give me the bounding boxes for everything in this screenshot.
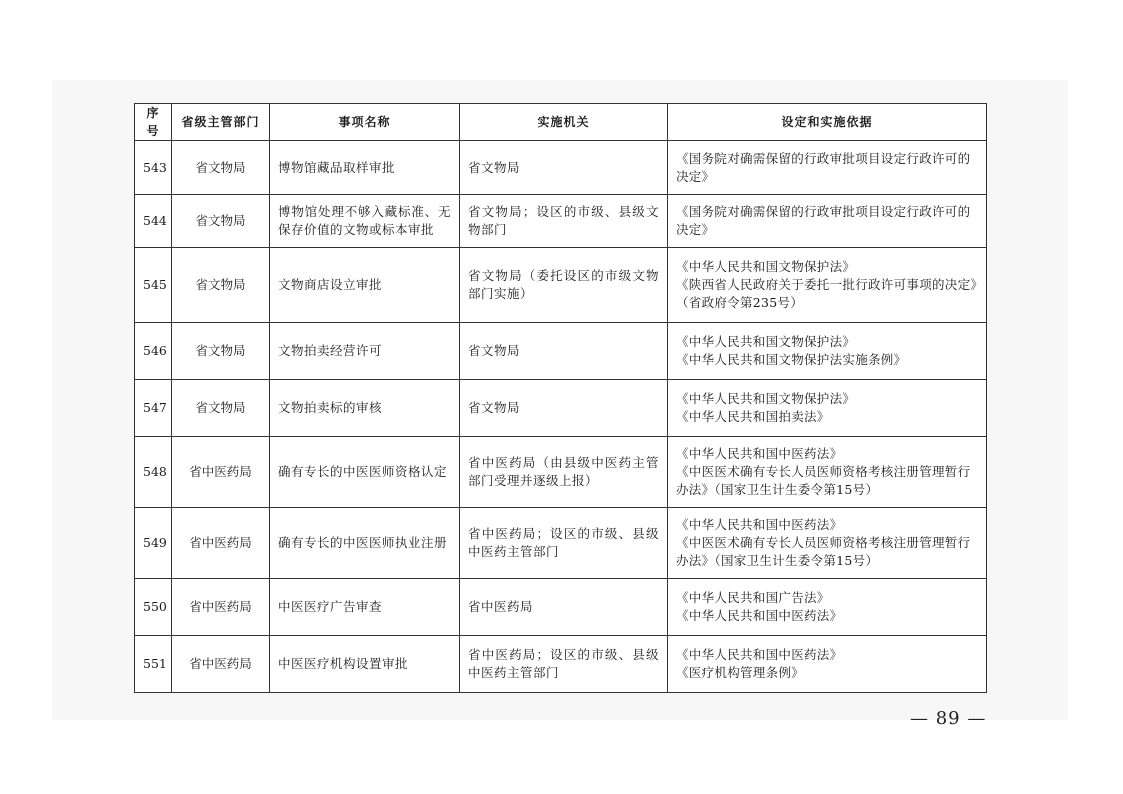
cell-seq: 547 — [135, 380, 172, 437]
header-org: 实施机关 — [460, 104, 668, 141]
cell-dept: 省中医药局 — [172, 636, 270, 693]
cell-item-name: 确有专长的中医医师执业注册 — [270, 508, 460, 579]
cell-seq: 543 — [135, 141, 172, 195]
cell-dept: 省中医药局 — [172, 508, 270, 579]
table-row — [135, 195, 987, 248]
legal-basis-line: 《陕西省人民政府关于委托一批行政许可事项的决定》（省政府令第235号） — [676, 277, 977, 310]
legal-basis-line: 《中华人民共和国文物保护法》 — [676, 391, 856, 406]
cell-item-name: 文物拍卖经营许可 — [270, 323, 460, 380]
table-row — [135, 323, 987, 380]
header-seq: 序号 — [135, 104, 172, 141]
cell-implementing-agency: 省中医药局；设区的市级、县级中医药主管部门 — [460, 636, 668, 693]
cell-item-name: 文物拍卖标的审核 — [270, 380, 460, 437]
cell-implementing-agency: 省文物局（委托设区的市级文物部门实施） — [460, 248, 668, 323]
cell-item-name: 中医医疗机构设置审批 — [270, 636, 460, 693]
cell-seq: 546 — [135, 323, 172, 380]
cell-implementing-agency: 省文物局 — [460, 380, 668, 437]
cell-seq: 548 — [135, 437, 172, 508]
table-row — [135, 636, 987, 693]
cell-implementing-agency: 省文物局 — [460, 323, 668, 380]
cell-implementing-agency: 省中医药局（由县级中医药主管部门受理并逐级上报） — [460, 437, 668, 508]
legal-basis-line: 《国务院对确需保留的行政审批项目设定行政许可的决定》 — [676, 150, 971, 184]
cell-legal-basis — [668, 579, 987, 636]
page-number: — 89 — — [910, 708, 987, 729]
cell-implementing-agency: 省文物局；设区的市级、县级文物部门 — [460, 195, 668, 248]
cell-legal-basis — [668, 248, 987, 323]
cell-legal-basis — [668, 141, 987, 195]
cell-implementing-agency: 省中医药局；设区的市级、县级中医药主管部门 — [460, 508, 668, 579]
legal-basis-line: 《医疗机构管理条例》 — [676, 665, 805, 680]
cell-dept: 省文物局 — [172, 380, 270, 437]
cell-seq: 544 — [135, 195, 172, 248]
cell-item-name: 博物馆处理不够入藏标准、无保存价值的文物或标本审批 — [270, 195, 460, 248]
legal-basis-line: 《中华人民共和国文物保护法》 — [676, 334, 856, 349]
cell-dept: 省文物局 — [172, 141, 270, 195]
cell-dept: 省文物局 — [172, 195, 270, 248]
legal-basis-line: 《中医医术确有专长人员医师资格考核注册管理暂行办法》（国家卫生计生委令第15号） — [676, 535, 971, 568]
cell-item-name: 中医医疗广告审查 — [270, 579, 460, 636]
cell-dept: 省文物局 — [172, 323, 270, 380]
cell-dept: 省文物局 — [172, 248, 270, 323]
cell-dept: 省中医药局 — [172, 579, 270, 636]
cell-legal-basis — [668, 380, 987, 437]
cell-legal-basis — [668, 508, 987, 579]
legal-basis-line: 《中华人民共和国文物保护法实施条例》 — [676, 352, 907, 367]
cell-legal-basis — [668, 437, 987, 508]
legal-basis-line: 《中华人民共和国广告法》 — [676, 590, 830, 605]
table-row — [135, 508, 987, 579]
table-row — [135, 248, 987, 323]
legal-basis-line: 《中华人民共和国中医药法》 — [676, 517, 843, 532]
legal-basis-line: 《中华人民共和国拍卖法》 — [676, 409, 830, 424]
header-dept: 省级主管部门 — [172, 104, 270, 141]
legal-basis-line: 《中华人民共和国中医药法》 — [676, 647, 843, 662]
cell-item-name: 确有专长的中医医师资格认定 — [270, 437, 460, 508]
table-row — [135, 437, 987, 508]
cell-item-name: 博物馆藏品取样审批 — [270, 141, 460, 195]
cell-item-name: 文物商店设立审批 — [270, 248, 460, 323]
cell-seq: 550 — [135, 579, 172, 636]
approval-items-table — [134, 103, 987, 693]
table-row — [135, 141, 987, 195]
table-row — [135, 579, 987, 636]
table-body — [135, 141, 987, 693]
legal-basis-line: 《中华人民共和国中医药法》 — [676, 446, 843, 461]
cell-implementing-agency: 省文物局 — [460, 141, 668, 195]
cell-seq: 551 — [135, 636, 172, 693]
legal-basis-line: 《中华人民共和国文物保护法》 — [676, 259, 856, 274]
legal-basis-line: 《中华人民共和国中医药法》 — [676, 608, 843, 623]
header-basis: 设定和实施依据 — [668, 104, 987, 141]
table-header-row — [135, 104, 987, 141]
cell-implementing-agency: 省中医药局 — [460, 579, 668, 636]
legal-basis-line: 《国务院对确需保留的行政审批项目设定行政许可的决定》 — [676, 204, 971, 237]
table-row — [135, 380, 987, 437]
header-name: 事项名称 — [270, 104, 460, 141]
cell-legal-basis — [668, 195, 987, 248]
cell-dept: 省中医药局 — [172, 437, 270, 508]
legal-basis-line: 《中医医术确有专长人员医师资格考核注册管理暂行办法》（国家卫生计生委令第15号） — [676, 464, 971, 497]
cell-legal-basis — [668, 636, 987, 693]
cell-seq: 549 — [135, 508, 172, 579]
cell-legal-basis — [668, 323, 987, 380]
cell-seq: 545 — [135, 248, 172, 323]
